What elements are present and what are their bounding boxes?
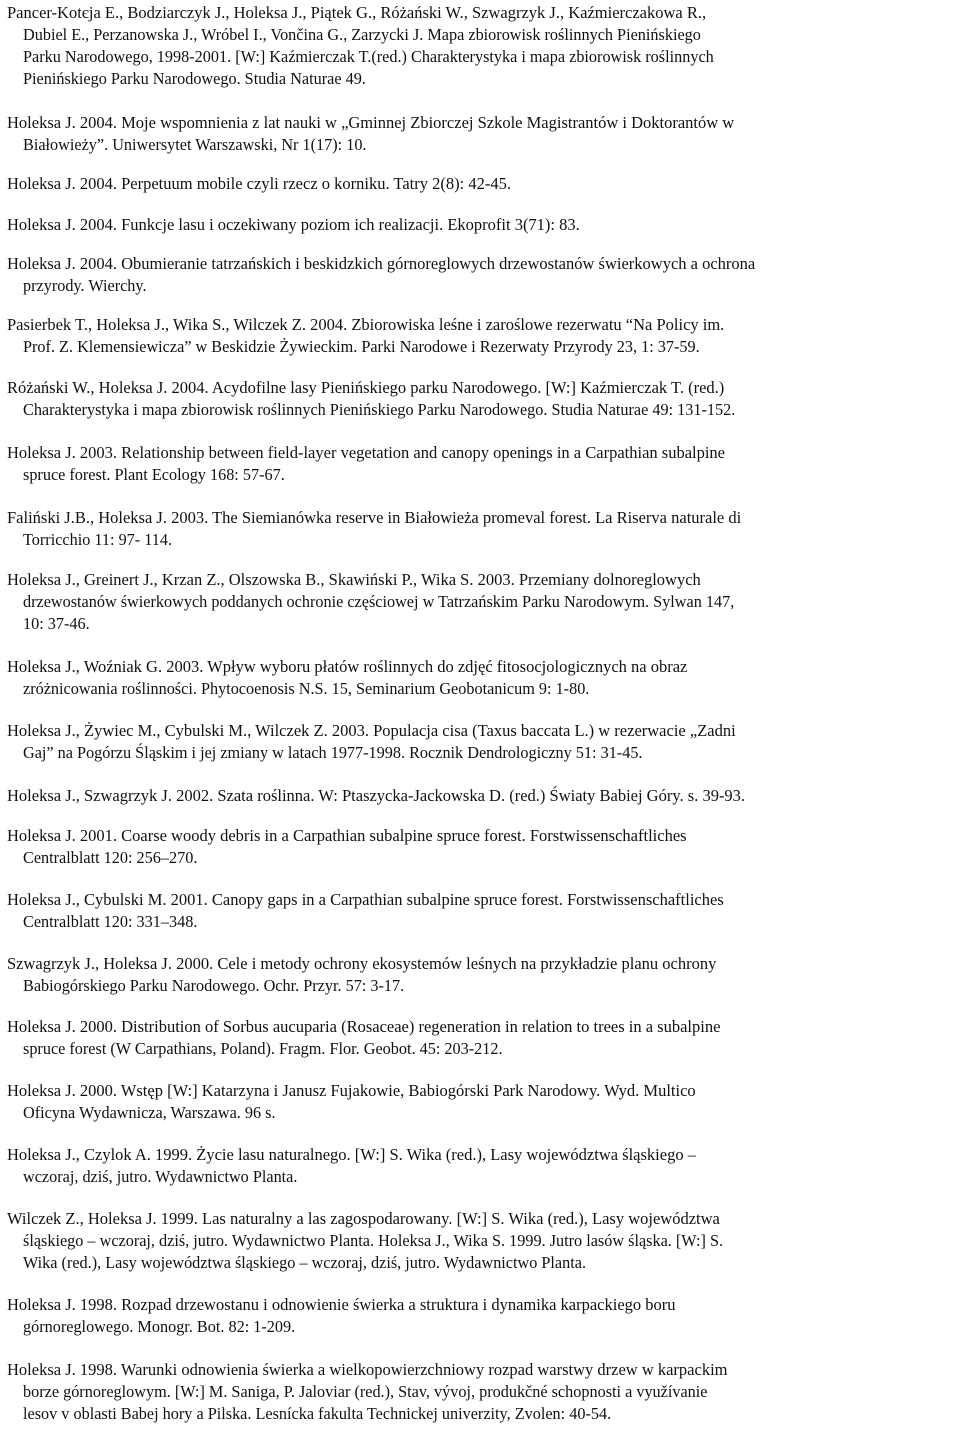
reference-entry [7,253,960,297]
reference-line: Holeksa J., Szwagrzyk J. 2002. Szata roślinna. W: Ptaszycka-Jackowska D. (red.) Światy Babiej Góry. s. 39-93. [7,786,746,805]
reference-line: Różański W., Holeksa J. 2004. Acydofilne lasy Pienińskiego parku Narodowego. [W:] Kaźmierczak T. (red.) [7,378,725,397]
reference-line: Torricchio 11: 97- 114. [23,530,173,549]
reference-entry [7,173,960,195]
reference-line: Szwagrzyk J., Holeksa J. 2000. Cele i metody ochrony ekosystemów leśnych na przykładzie planu ochrony [7,954,717,973]
reference-line: lesov v oblasti Babej hory a Pilska. Lesnícka fakulta Technickej univerzity, Zvolen: 40-54. [23,1404,612,1423]
reference-line: Białowieży”. Uniwersytet Warszawski, Nr 1(17): 10. [23,135,367,154]
reference-entry [7,1208,960,1274]
reference-line: przyrody. Wierchy. [23,276,147,295]
reference-line: Pasierbek T., Holeksa J., Wika S., Wilczek Z. 2004. Zbiorowiska leśne i zaroślowe rezerwatu “Na Policy im. [7,315,725,334]
reference-line: Prof. Z. Klemensiewicza” w Beskidzie Żywieckim. Parki Narodowe i Rezerwaty Przyrody 23, 1: 37-59. [23,337,700,356]
reference-entry [7,507,960,551]
reference-line: Centralblatt 120: 331–348. [23,912,198,931]
reference-line: spruce forest. Plant Ecology 168: 57-67. [23,465,285,484]
reference-line: wczoraj, dziś, jutro. Wydawnictwo Planta. [23,1167,298,1186]
reference-line: Holeksa J. 2004. Obumieranie tatrzańskich i beskidzkich górnoreglowych drzewostanów świerkowych a ochrona [7,254,756,273]
reference-line: spruce forest (W Carpathians, Poland). Fragm. Flor. Geobot. 45: 203-212. [23,1039,503,1058]
reference-line: Dubiel E., Perzanowska J., Wróbel I., Vončina G., Zarzycki J. Mapa zbiorowisk roślinnych Pienińskiego [23,25,701,44]
reference-entry [7,656,960,700]
reference-line: Holeksa J., Cybulski M. 2001. Canopy gaps in a Carpathian subalpine spruce forest. Forstwissenschaftliches [7,890,724,909]
reference-entry [7,569,960,635]
reference-line: zróżnicowania roślinności. Phytocoenosis N.S. 15, Seminarium Geobotanicum 9: 1-80. [23,679,590,698]
reference-entry [7,1144,960,1188]
reference-entry [7,1080,960,1124]
reference-entry [7,214,960,236]
reference-line: Pienińskiego Parku Narodowego. Studia Naturae 49. [23,69,366,88]
reference-entry [7,112,960,156]
reference-entry [7,2,960,90]
reference-line: Holeksa J. 1998. Rozpad drzewostanu i odnowienie świerka a struktura i dynamika karpackiego boru [7,1295,676,1314]
reference-line: Holeksa J. 1998. Warunki odnowienia świerka a wielkopowierzchniowy rozpad warstwy drzew w karpackim [7,1360,728,1379]
reference-line: Holeksa J., Woźniak G. 2003. Wpływ wyboru płatów roślinnych do zdjęć fitosocjologicznych na obraz [7,657,688,676]
reference-line: Charakterystyka i mapa zbiorowisk roślinnych Pienińskiego Parku Narodowego. Studia Naturae 49: 131-152. [23,400,736,419]
reference-line: Holeksa J. 2003. Relationship between field-layer vegetation and canopy openings in a Carpathian subalpine [7,443,726,462]
reference-line: Holeksa J. 2001. Coarse woody debris in a Carpathian subalpine spruce forest. Forstwissenschaftliches [7,826,687,845]
reference-entry [7,1294,960,1338]
reference-line: Parku Narodowego, 1998-2001. [W:] Kaźmierczak T.(red.) Charakterystyka i mapa zbiorowisk roślinnych [23,47,714,66]
reference-line: Holeksa J., Żywiec M., Cybulski M., Wilczek Z. 2003. Populacja cisa (Taxus baccata L.) w rezerwacie „Zadni [7,721,736,740]
reference-line: Holeksa J. 2004. Funkcje lasu i oczekiwany poziom ich realizacji. Ekoprofit 3(71): 83. [7,215,580,234]
reference-line: Holeksa J. 2004. Perpetuum mobile czyli rzecz o korniku. Tatry 2(8): 42-45. [7,174,511,193]
reference-line: Wika (red.), Lasy województwa śląskiego – wczoraj, dziś, jutro. Wydawnictwo Planta. [23,1253,587,1272]
reference-line: Holeksa J. 2000. Distribution of Sorbus aucuparia (Rosaceae) regeneration in relation to trees in a subalpine [7,1017,721,1036]
reference-entry [7,442,960,486]
reference-entry [7,785,960,807]
reference-entry [7,889,960,933]
reference-line: Pancer-Kotєja E., Bodziarczyk J., Holeksa J., Piątek G., Różański W., Szwagrzyk J., Kaźmierczakowa R., [7,3,707,22]
reference-entry [7,825,960,869]
reference-line: Babiogórskiego Parku Narodowego. Ochr. Przyr. 57: 3-17. [23,976,405,995]
reference-line: Faliński J.B., Holeksa J. 2003. The Siemianówka reserve in Białowieża promeval forest. La Riserva naturale di [7,508,742,527]
reference-line: śląskiego – wczoraj, dziś, jutro. Wydawnictwo Planta. Holeksa J., Wika S. 1999. Jutro lasów śląska. [W:] S. [23,1231,724,1250]
reference-line: drzewostanów świerkowych poddanych ochronie częściowej w Tatrzańskim Parku Narodowym. Sylwan 147, [23,592,735,611]
reference-entry [7,314,960,358]
reference-line: 10: 37-46. [23,614,90,633]
reference-entry [7,377,960,421]
reference-line: Wilczek Z., Holeksa J. 1999. Las naturalny a las zagospodarowany. [W:] S. Wika (red.), Lasy województwa [7,1209,720,1228]
reference-line: Holeksa J. 2004. Moje wspomnienia z lat nauki w „Gminnej Zbiorczej Szkole Magistrantów i Doktorantów w [7,113,735,132]
reference-line: Gaj” na Pogórzu Śląskim i jej zmiany w latach 1977-1998. Rocznik Dendrologiczny 51: 31-45. [23,743,643,762]
reference-line: górnoreglowego. Monogr. Bot. 82: 1-209. [23,1317,296,1336]
reference-entry [7,953,960,997]
reference-entry [7,1016,960,1060]
reference-entry [7,720,960,764]
reference-line: borze górnoreglowym. [W:] M. Saniga, P. Jaloviar (red.), Stav, vývoj, produkčné schopnosti a využívanie [23,1382,708,1401]
reference-line: Holeksa J., Czylok A. 1999. Życie lasu naturalnego. [W:] S. Wika (red.), Lasy województwa śląskiego – [7,1145,696,1164]
reference-line: Centralblatt 120: 256–270. [23,848,198,867]
reference-line: Holeksa J. 2000. Wstęp [W:] Katarzyna i Janusz Fujakowie, Babiogórski Park Narodowy. Wyd. Multico [7,1081,696,1100]
reference-entry [7,1359,960,1425]
reference-line: Oficyna Wydawnicza, Warszawa. 96 s. [23,1103,276,1122]
reference-line: Holeksa J., Greinert J., Krzan Z., Olszowska B., Skawiński P., Wika S. 2003. Przemiany dolnoreglowych [7,570,701,589]
